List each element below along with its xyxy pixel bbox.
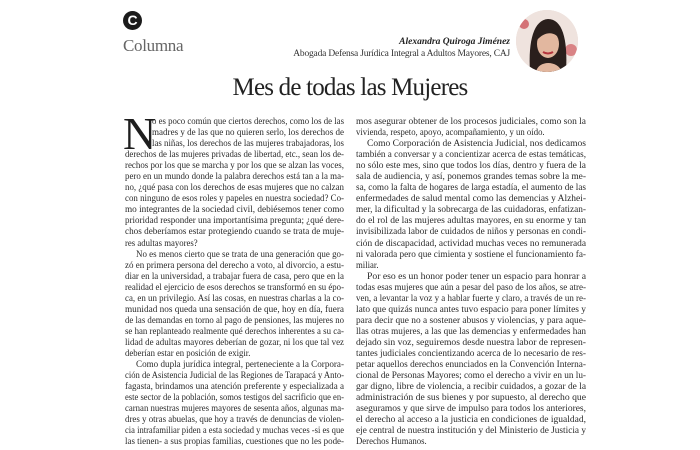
article-line — [356, 239, 586, 250]
article-line-text: Como dupla jurídica integral, perteneciente a la Corpora- — [136, 360, 344, 371]
article-line-text: ca, en un privilegio. Así las cosas, en nuestras charlas a la co- — [125, 293, 344, 304]
article-line-text: las tienen- a sus propias familias, cuestiones que no les pode- — [125, 437, 344, 448]
article-line — [356, 349, 586, 360]
article-line-text: derechos de las mujeres privadas de libertad, etc., sean los de- — [125, 150, 344, 161]
article-line-text: se han replanteado realmente qué derechos inherentes a su ca- — [125, 326, 344, 337]
article-line-text: Como Corporación de Asistencia Judicial, nos dedicamos — [367, 139, 586, 150]
article-line-text: realidad el ejercicio de esos derechos se transformó en su épo- — [125, 282, 344, 293]
article-line — [356, 305, 586, 316]
article-line — [125, 327, 344, 338]
article-line-text: fagasta, brindamos una atención preferente y especializada a — [125, 382, 344, 393]
article-line-text: miliar. — [356, 260, 379, 271]
article-line-text: Por eso es un honor poder tener un espacio para honrar a — [367, 271, 586, 282]
author-portrait-icon — [516, 10, 578, 72]
article-line — [356, 382, 586, 393]
article-line — [356, 261, 586, 272]
article-line-text: prioridad responder una importantísima pregunta; ¿qué dere- — [125, 216, 344, 227]
article-line-text: para decir que no a sostener abusos y violencias, y para aque- — [356, 315, 586, 326]
article-line-text: invisibilizada labor de cuidados de niños y personas en condi- — [356, 227, 586, 238]
article-line-text: lato que quizás nunca antes tuvo espacio para poner límites y — [356, 304, 586, 315]
section-label: Columna — [123, 36, 184, 55]
article-line-text: ven, a levantar la voz y a hablar fuerte y claro, a través de un re- — [356, 293, 586, 304]
article-line — [125, 382, 344, 393]
article-line — [356, 371, 586, 382]
article-line — [125, 150, 344, 161]
article-line-text: las niñas, los derechos de las mujeres trabajadoras, los — [152, 139, 344, 150]
article-line — [125, 415, 344, 426]
article-column-2 — [356, 117, 586, 448]
article-line — [125, 437, 344, 448]
article-line — [125, 316, 344, 327]
article-line-text: sa, como la falta de hogares de larga estadía, el aumento de las — [356, 183, 586, 194]
article-line — [356, 316, 586, 327]
article-line-text: Derechos Humanos. — [356, 437, 427, 448]
article-line — [125, 194, 344, 205]
article-line-text: dres y otras abuelas, que hoy a través de denuncias de violen- — [125, 415, 344, 426]
article-line — [125, 205, 344, 216]
article-line — [125, 294, 344, 305]
article-line — [125, 128, 344, 139]
article-line — [125, 239, 344, 250]
article-line-text: mos asegurar obtener de los procesos judiciales, como son la — [356, 117, 586, 127]
article-line — [356, 360, 586, 371]
article-line — [125, 426, 344, 437]
article-line-text: o es poco común que ciertos derechos, como los de las — [152, 117, 344, 127]
article-line-text: madres y de las que no quieren serlo, los derechos de — [152, 128, 344, 139]
article-line — [356, 227, 586, 238]
article-line-text: no sólo este mes, sino que todos los días, dentro y fuera de la — [356, 161, 586, 172]
article-line — [125, 216, 344, 227]
article-line — [356, 404, 586, 415]
article-line-text: dejado sin voz, seguiremos desde nuestra labor de represen- — [356, 337, 586, 348]
article-line — [125, 261, 344, 272]
article-line-text: ción de Asistencia Judicial de las Regiones de Tarapacá y Anto- — [125, 371, 344, 382]
drop-cap: N — [123, 108, 157, 159]
article-line-text: cional de Personas Mayores; como el derecho a vivir en un lu- — [356, 371, 586, 382]
article-line-text: deberían estar en posición de exigir. — [125, 348, 251, 359]
column-logo-badge: C — [123, 11, 142, 30]
article-line-text: todas esas mujeres que aún a pesar del paso de los años, se atre- — [356, 282, 586, 293]
article-line-text: rechos por los que se marcha y por los que se alzan las voces, — [125, 161, 344, 172]
article-line — [356, 415, 586, 426]
article-line-text: de las demandas en torno al pago de pensiones, las mujeres no — [125, 315, 344, 326]
article-line — [356, 272, 586, 283]
article-line — [125, 404, 344, 415]
article-line — [356, 161, 586, 172]
article-line — [356, 393, 586, 404]
article-line — [356, 128, 586, 139]
article-line-text: llas otras mujeres, a las que las demencias y enfermedades han — [356, 326, 586, 337]
article-line — [356, 426, 586, 437]
article-line — [125, 172, 344, 183]
article-line-text: No es menos cierto que se trata de una generación que go- — [136, 249, 344, 260]
article-line-text: carnan nuestras mujeres mayores de sesenta años, algunas ma- — [125, 404, 344, 415]
article-line-text: diar en la universidad, a trabajar fuera de casa, pero que en la — [125, 271, 344, 282]
article-line — [356, 150, 586, 161]
article-line-text: también a conversar y a concientizar acerca de estas temáticas, — [356, 150, 586, 161]
article-line — [125, 161, 344, 172]
article-line — [356, 283, 586, 294]
article-line — [356, 294, 586, 305]
article-line — [125, 250, 344, 261]
article-line-text: petar aquellos derechos enunciados en la Convención Interna- — [356, 360, 586, 371]
article-line — [125, 139, 344, 150]
article-line-text: no, ¿qué pasa con los derechos de esas mujeres que no calzan — [125, 183, 344, 194]
article-line — [356, 250, 586, 261]
article-line-text: pero en un mundo donde la palabra derechos está tan a la ma- — [125, 172, 344, 183]
article-line — [356, 327, 586, 338]
article-line — [125, 272, 344, 283]
article-line-text: este sector de la población, somos testigos del sacrificio que en- — [125, 393, 344, 404]
article-line-text: zó en primera persona del derecho a voto, al divorcio, a estu- — [125, 260, 344, 271]
article-line — [356, 183, 586, 194]
article-line — [125, 349, 344, 360]
article-line-text: cia intrafamiliar piden a esta sociedad y muchas veces -si es que — [125, 426, 344, 437]
article-line — [356, 338, 586, 349]
article-line — [125, 283, 344, 294]
article-line — [125, 360, 344, 371]
article-line-text: chos deberíamos estar protegiendo cuando se trata de muje- — [125, 227, 344, 238]
article-line-text: mer, la dificultad y la sobrecarga de las cuidadoras, enfatizan- — [356, 205, 586, 216]
article-line-text: do el rol de las mujeres adultas mayores, en su enorme y tan — [356, 216, 586, 227]
article-line — [125, 305, 344, 316]
article-line-text: el derecho al acceso a la justicia en condiciones de igualdad, — [356, 415, 586, 426]
author-name: Alexandra Quiroga Jiménez — [399, 37, 510, 47]
article-line-text: lidad de adultas mayores deberían de gozar, ni los que tal vez — [125, 337, 344, 348]
article-line-text: tantes judiciales concientizando acerca de lo necesario de res- — [356, 348, 586, 359]
article-line — [356, 205, 586, 216]
article-line — [356, 139, 586, 150]
article-line — [125, 371, 344, 382]
article-line-text: enfermedades de salud mental como las demencias y Alzhei- — [356, 194, 586, 205]
article-line — [356, 194, 586, 205]
article-line-text: administración de sus bienes y por supuesto, al derecho que — [356, 393, 586, 404]
article-line-text: res adultas mayores? — [125, 238, 198, 249]
article-line-text: gar digno, libre de violencia, a recibir cuidados, a gozar de la — [356, 382, 586, 393]
article-line-text: vivienda, respeto, apoyo, acompañamiento, y un oído. — [356, 128, 545, 139]
article-line — [125, 227, 344, 238]
article-line — [125, 183, 344, 194]
article-line — [125, 393, 344, 404]
article-headline: Mes de todas las Mujeres — [232, 74, 468, 101]
article-line — [356, 216, 586, 227]
article-line-text: sala de audiencia, y así, ponemos grandes temas sobre la me- — [356, 172, 586, 183]
article-line-text: con ninguno de esos roles y papeles en nuestra sociedad? Co- — [125, 194, 344, 205]
article-line — [125, 338, 344, 349]
author-role: Abogada Defensa Jurídica Integral a Adultos Mayores, CAJ — [293, 49, 510, 59]
author-byline — [293, 37, 510, 59]
article-line — [356, 437, 586, 448]
article-column-1 — [123, 108, 344, 448]
article-line — [356, 172, 586, 183]
article-line-text: aseguramos y que sirve de impulso para todos los anteriores, — [356, 404, 586, 415]
article-line-text: ción de discapacidad, actividad muchas veces no remunerada — [356, 238, 586, 249]
article-line-text: ni valorada pero que cimienta y sostiene el funcionamiento fa- — [356, 249, 586, 260]
article-line-text: munidad nos queda una sensación de que, hoy en día, fuera — [125, 304, 344, 315]
article-line — [125, 117, 344, 128]
article-line-text: eje central de nuestra institución y del Ministerio de Justicia y — [356, 426, 586, 437]
article-line — [356, 117, 586, 128]
article-line-text: mo integrantes de la sociedad civil, debiésemos tener como — [125, 205, 344, 216]
